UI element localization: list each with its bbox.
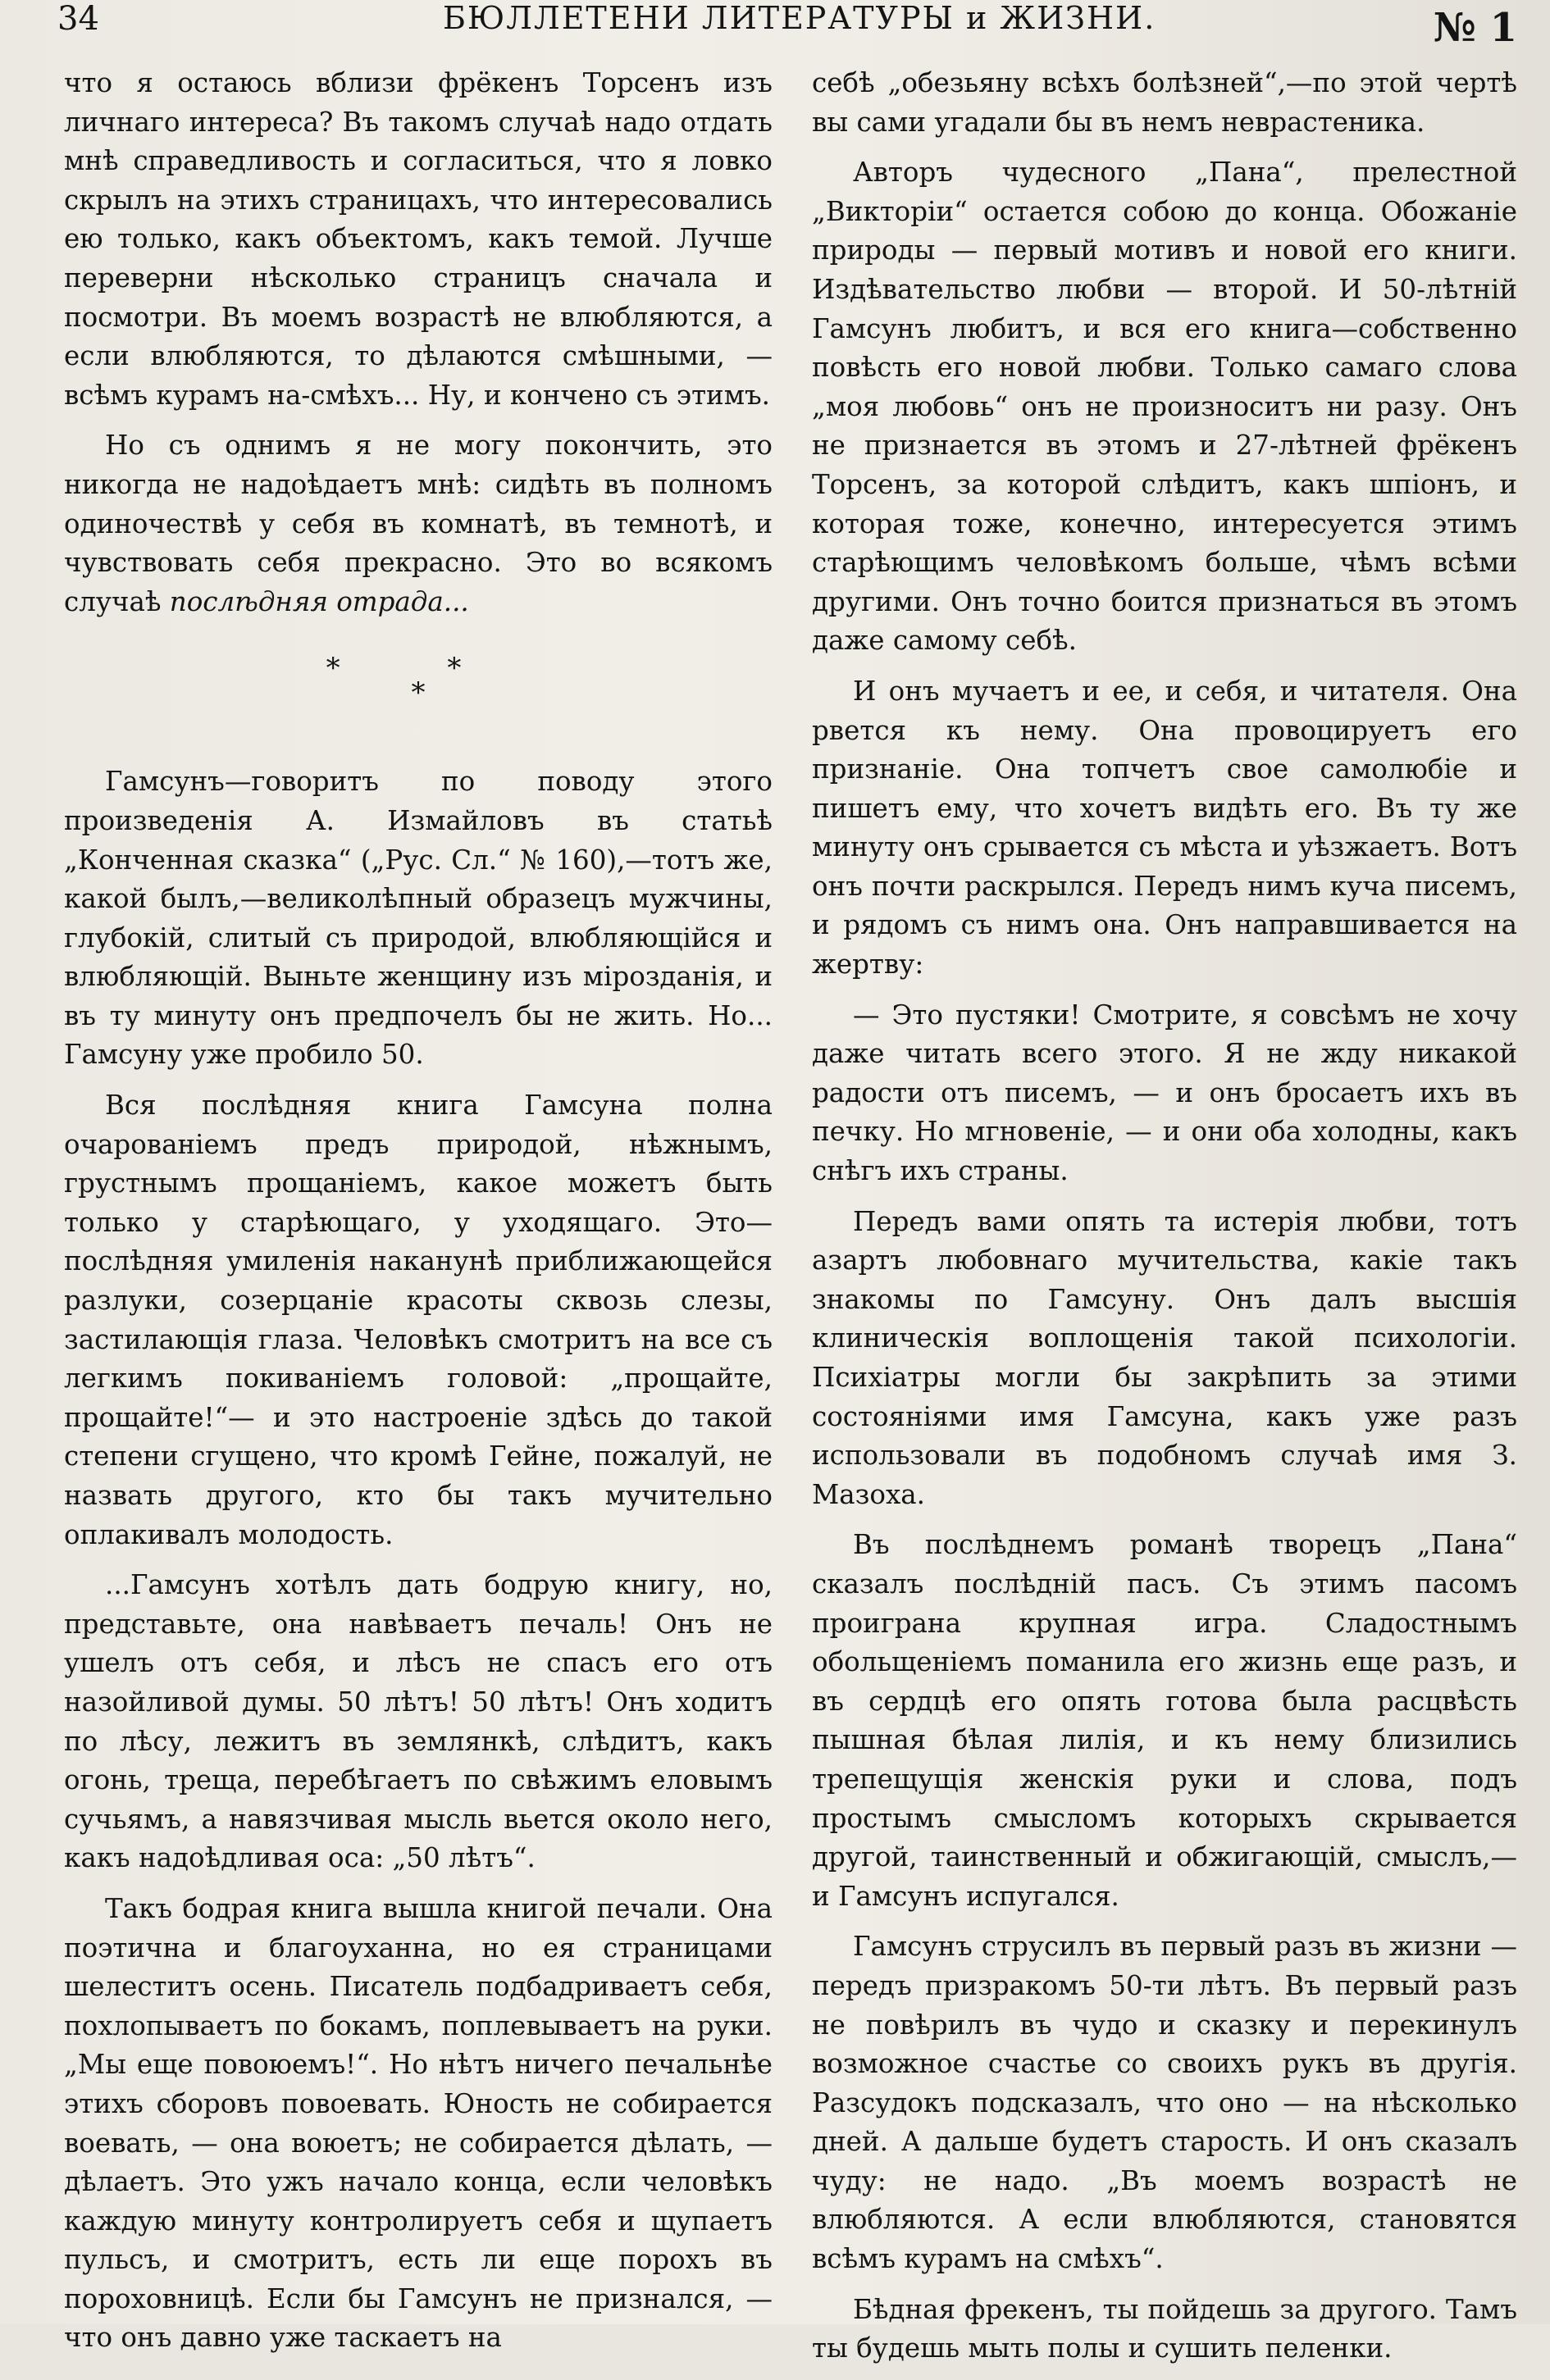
paragraph: И онъ мучаетъ и ее, и себя, и читателя. Она рвется къ нему. Она провоцируетъ его признаніе. Она топчетъ свое самолюбіе и пишетъ ему, что хочетъ видѣть его. Въ ту же минуту онъ срывается съ мѣста и уѣзжаетъ. Вотъ онъ почти раскрылся. Передъ нимъ куча писемъ, и рядомъ съ нимъ она. Онъ направшивается на жертву: [812,675,1517,981]
paragraph: ...Гамсунъ хотѣлъ дать бодрую книгу, но, представьте, она навѣваетъ печаль! Онъ не ушелъ отъ себя, и лѣсъ не спасъ его отъ назойливой думы. 50 лѣтъ! 50 лѣтъ! Онъ ходитъ по лѣсу, лежитъ въ землянкѣ, слѣдитъ, какъ огонь, треща, перебѣгаетъ по свѣжимъ еловымъ сучьямъ, а навязчивая мысль вьется около него, какъ надоѣдливая оса: „50 лѣтъ“. [64,1569,773,1874]
paragraph-text: Но съ однимъ я не могу покончить, это никогда не надоѣдаетъ мнѣ: сидѣть въ полномъ одиночествѣ у себя въ комнатѣ, въ темнотѣ, и чувствовать себя прекрасно. Это во всякомъ случаѣ [64,430,773,617]
running-title: БЮЛЛЕТЕНИ ЛИТЕРАТУРЫ и ЖИЗНИ. [443,0,1156,36]
section-separator [64,652,773,710]
page-header [0,0,1550,51]
separator-star-bottom: * [411,676,426,710]
paragraph: Гамсунъ струсилъ въ первый разъ въ жизни — передъ призракомъ 50-ти лѣтъ. Въ первый разъ не повѣрилъ въ чудо и сказку и перекинулъ возможное счастье со своихъ рукъ въ другія. Разсудокъ подсказалъ, что оно — на нѣсколько дней. А дальше будетъ старость. И онъ сказалъ чуду: не надо. „Въ моемъ возрастѣ не влюбляются. А если влюбляются, становятся всѣмъ курамъ на смѣхъ“. [812,1931,1517,2275]
left-column [64,64,773,2369]
paragraph [64,426,773,621]
paragraph: что я остаюсь вблизи фрёкенъ Торсенъ изъ личнаго интереса? Въ такомъ случаѣ надо отдать мнѣ справедливость и согласиться, что я ловко скрылъ на этихъ страницахъ, что интересовались ею только, какъ объектомъ, какъ темой. Лучше переверни нѣсколько страницъ сначала и посмотри. Въ моемъ возрастѣ не влюбляются, а если влюбляются, то дѣлаются смѣшными, — всѣмъ курамъ на-смѣхъ... Ну, и кончено съ этимъ. [64,67,773,411]
page-number: 34 [57,0,99,38]
paragraph: Авторъ чудесного „Пана“, прелестной „Викторіи“ остается собою до конца. Обожаніе природы — первый мотивъ и новой его книги. Издѣвательство любви — второй. И 50-лѣтній Гамсунъ любитъ, и вся его книга—собственно повѣсть его новой любви. Только самаго слова „моя любовь“ онъ не произноситъ ни разу. Онъ не признается въ этомъ и 27-лѣтней фрёкенъ Торсенъ, за которой слѣдитъ, какъ шпіонъ, и которая тоже, конечно, интересуется этимъ старѣющимъ человѣкомъ больше, чѣмъ всѣми другими. Онъ точно боится признаться въ этомъ даже самому себѣ. [812,157,1517,657]
paragraph: Вся послѣдняя книга Гамсуна полна очарованіемъ предъ природой, нѣжнымъ, грустнымъ прощаніемъ, какое можетъ быть только у старѣющаго, у уходящаго. Это—послѣдняя умиленія наканунѣ приближающейся разлуки, созерцаніе красоты сквозь слезы, застилающія глаза. Человѣкъ смотритъ на все съ легкимъ покиваніемъ головой: „прощайте, прощайте!“— и это настроеніе здѣсь до такой степени сгущено, что кромѣ Гейне, пожалуй, не назвать другого, кто бы такъ мучительно оплакивалъ молодость. [64,1090,773,1550]
paragraph: Въ послѣднемъ романѣ творецъ „Пана“ сказалъ послѣдній пасъ. Съ этимъ пасомъ проиграна крупная игра. Сладостнымъ обольщеніемъ поманила его жизнь еще разъ, и въ сердцѣ его опять готова была расцвѣсть пышная бѣлая лилія, и къ нему близились трепещущія женскія руки и слова, подъ простымъ смысломъ которыхъ скрывается другой, таинственный и обжигающій, смыслъ,— и Гамсунъ испугался. [812,1529,1517,1912]
paragraph: себѣ „обезьяну всѣхъ болѣзней“,—по этой чертѣ вы сами угадали бы въ немъ неврастеника. [812,67,1517,138]
paragraph: Гамсунъ—говоритъ по поводу этого произведенія А. Измайловъ въ статьѣ „Конченная сказка“ („Рус. Сл.“ № 160),—тотъ же, какой былъ,—великолѣпный образецъ мужчины, глубокій, слитый съ природой, влюбляющійся и влюбляющій. Выньте женщину изъ мірозданія, и въ ту минуту онъ предпочелъ бы не жить. Но... Гамсуну уже пробило 50. [64,766,773,1071]
issue-number: № 1 [1433,5,1517,51]
separator-stars-top: * * [326,652,511,685]
paragraph: — Это пустяки! Смотрите, я совсѣмъ не хочу даже читать всего этого. Я не жду никакой радости отъ писемъ, — и онъ бросаетъ ихъ въ печку. Но мгновеніе, — и они оба холодны, какъ снѣгъ ихъ страны. [812,999,1517,1187]
italic-phrase: послѣдняя отрада... [169,585,469,617]
paragraph: Бѣдная фрекенъ, ты пойдешь за другого. Тамъ ты будешь мыть полы и сушить пеленки. [812,2293,1517,2364]
paragraph: Передъ вами опять та истерія любви, тотъ азартъ любовнаго мучительства, какіе такъ знакомы по Гамсуну. Онъ далъ высшія клиническія воплощенія такой психологіи. Психіатры могли бы закрѣпить за этими состояніями имя Гамсуна, какъ уже разъ использовали въ подобномъ случаѣ имя З. Мазоха. [812,1205,1517,1510]
right-column [812,64,1517,2380]
paragraph: Такъ бодрая книга вышла книгой печали. Она поэтична и благоуханна, но ея страницами шелеститъ осень. Писатель подбадриваетъ себя, похлопываетъ по бокамъ, поплевываетъ на руки. „Мы еще повоюемъ!“. Но нѣтъ ничего печальнѣе этихъ сборовъ повоевать. Юность не собирается воевать, — она воюетъ; не собирается дѣлать, — дѣлаетъ. Это ужъ начало конца, если человѣкъ каждую минуту контролируетъ себя и щупаетъ пульсъ, и смотритъ, есть ли еще порохъ въ пороховницѣ. Если бы Гамсунъ не признался, — что онъ давно уже таскаетъ на [64,1892,773,2354]
